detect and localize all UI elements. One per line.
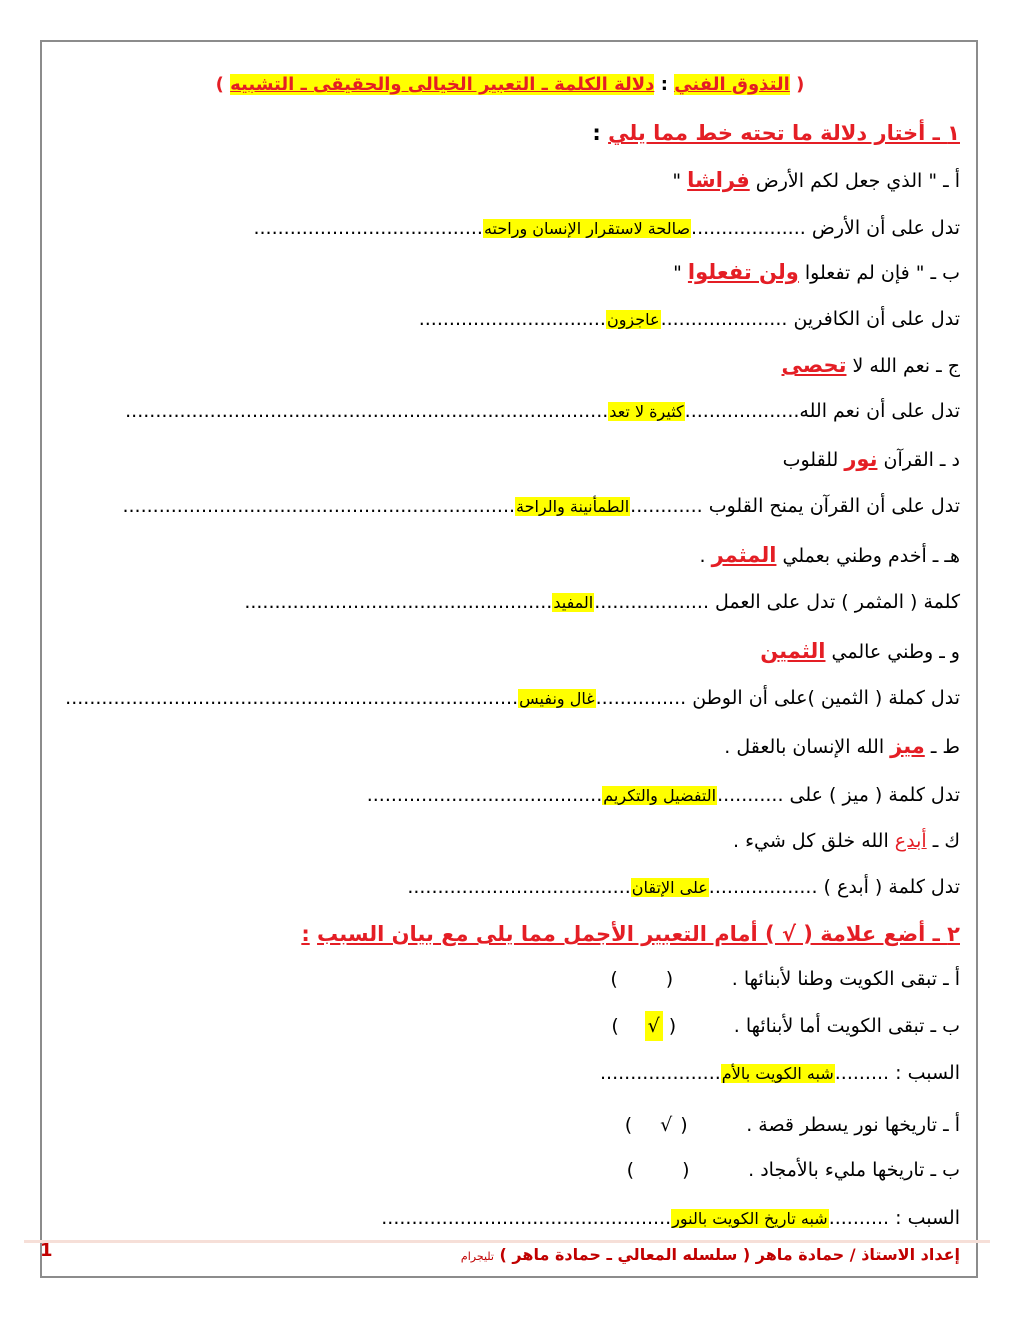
section1-heading: [592, 116, 960, 150]
answer-highlight: غال ونفيس: [519, 689, 595, 708]
question-text-end: للقلوب: [782, 449, 845, 471]
title-open-paren: (: [796, 74, 805, 95]
question-text-end: الله خلق كل شيء .: [733, 830, 895, 852]
answer-dots: ...........................................................................: [65, 687, 519, 709]
question-line: [724, 731, 960, 761]
section1-heading-colon: :: [592, 121, 601, 145]
choice-checkbox[interactable]: ( ): [610, 968, 674, 990]
footer: [461, 1242, 960, 1270]
choice-checkbox[interactable]: ( ): [626, 1159, 690, 1181]
answer-line: [122, 491, 960, 521]
underlined-keyword: ولن تفعلوا: [687, 260, 799, 284]
answer-dots: ............: [630, 495, 703, 517]
title-close-paren: ): [215, 74, 224, 95]
answer-dots: ...................................................: [244, 591, 553, 613]
question-text: هـ ـ أخدم وطني بعملي: [776, 545, 960, 567]
reason-line: [600, 1058, 960, 1088]
page-number: 1: [40, 1240, 53, 1261]
answer-line: [367, 780, 960, 810]
reason-highlight: شبه الكويت بالأم: [721, 1064, 834, 1083]
reason-label: السبب :: [895, 1207, 960, 1229]
reason-label: السبب :: [895, 1062, 960, 1084]
answer-line: [244, 587, 960, 617]
answer-prompt: تدل على أن القرآن يمنح القلوب: [702, 495, 960, 517]
title-main: التذوق الفني: [674, 74, 790, 95]
question-line: [733, 826, 960, 856]
section1-heading-text: ١ ـ أختار دلالة ما تحته خط مما يلي: [608, 121, 960, 145]
check-mark: √: [660, 1114, 673, 1136]
answer-dots: ...........: [717, 784, 784, 806]
title-topics: دلالة الكلمة ـ التعبير الخيالى والحقيقى ـ التشبيه: [230, 74, 655, 95]
underlined-keyword: الثمين: [760, 639, 826, 663]
question-text: ك ـ: [926, 830, 960, 852]
answer-dots: ..................: [708, 876, 818, 898]
question-text: أ ـ " الذي جعل لكم الأرض: [749, 170, 960, 192]
reason-dots: ..........: [828, 1207, 890, 1229]
answer-highlight: المفيد: [553, 593, 594, 612]
answer-dots: .....................................: [407, 876, 631, 898]
answer-dots: .......................................: [366, 784, 603, 806]
section2-heading-colon: :: [301, 922, 310, 946]
choice-checkbox[interactable]: ( √): [616, 1110, 696, 1140]
answer-prompt: تدل على أن الكافرين: [787, 308, 960, 330]
underlined-keyword: فراشا: [687, 168, 750, 192]
choice-option: [604, 1011, 960, 1041]
reason-dots: .........: [834, 1062, 890, 1084]
reason-highlight: شبه تاريخ الكويت بالنور: [672, 1209, 828, 1228]
reason-dots: ....................: [600, 1062, 721, 1084]
answer-prompt: تدل كلمة ( ميز ) على: [783, 784, 960, 806]
question-line: [672, 165, 960, 195]
question-text-end: الله الإنسان بالعقل .: [724, 736, 891, 758]
question-text: د ـ القرآن: [877, 449, 960, 471]
choice-text: أ ـ تبقى الكويت وطنا لأبنائها .: [731, 968, 960, 990]
choice-option: [602, 964, 960, 994]
question-text-end: ": [672, 170, 688, 192]
underlined-keyword: تحصى: [781, 353, 847, 377]
answer-line: [407, 872, 960, 902]
answer-dots: ................................................................................: [125, 400, 609, 422]
answer-dots: ...................: [691, 217, 806, 239]
reason-line: [381, 1203, 960, 1233]
choice-checkbox[interactable]: ( √): [604, 1011, 684, 1041]
question-text: و ـ وطني عالمي: [825, 641, 960, 663]
title-colon: :: [660, 74, 668, 95]
question-text-end: .: [699, 545, 712, 567]
footer-telegram: تليجرام: [460, 1250, 494, 1263]
answer-dots: .....................: [660, 308, 788, 330]
answer-dots: ...............: [595, 687, 687, 709]
answer-highlight: كثيرة لا تعد: [609, 402, 684, 421]
answer-dots: .................................................................: [122, 495, 516, 517]
answer-highlight: على الإتقان: [631, 878, 708, 897]
choice-text: ب ـ تاريخها مليء بالأمجاد .: [748, 1159, 960, 1181]
answer-line: [419, 304, 960, 334]
choice-option: [618, 1155, 960, 1185]
answer-line: [253, 213, 960, 243]
footer-credit: إعداد الاستاذ / حمادة ماهر ( سلسله المعالي ـ حمادة ماهر ): [499, 1245, 960, 1264]
answer-dots: ...................: [594, 591, 709, 613]
answer-dots: ...............................: [418, 308, 606, 330]
answer-dots: ......................................: [253, 217, 483, 239]
reason-dots: ................................................: [381, 1207, 672, 1229]
question-line: [699, 540, 960, 570]
answer-highlight: الطمأنينة والراحة: [516, 497, 630, 516]
answer-line: [125, 396, 960, 426]
question-text: ج ـ نعم الله لا: [846, 355, 960, 377]
question-line: [783, 444, 960, 474]
answer-line: [65, 683, 960, 713]
underlined-keyword: نور: [844, 447, 878, 471]
answer-prompt: تدل على أن الأرض: [805, 217, 960, 239]
check-mark: √: [645, 1011, 663, 1041]
answer-highlight: التفضيل والتكريم: [603, 786, 717, 805]
answer-prompt: تدل على أن نعم الله: [799, 400, 960, 422]
answer-prompt: كلمة ( المثمر ) تدل على العمل: [709, 591, 960, 613]
question-text-end: ": [673, 262, 688, 284]
answer-prompt: تدل كلمة ( أبدع ): [817, 876, 960, 898]
question-text: ب ـ " فإن لم تفعلوا: [798, 262, 960, 284]
page-title: [0, 70, 1020, 100]
question-line: [760, 636, 960, 666]
underlined-keyword: ميز: [890, 734, 925, 758]
answer-dots: ...................: [684, 400, 800, 422]
question-line: [782, 350, 960, 380]
choice-option: [616, 1110, 960, 1140]
question-line: [673, 257, 960, 287]
choice-text: ب ـ تبقى الكويت أما لأبنائها .: [733, 1015, 960, 1037]
underlined-keyword: أبدع: [894, 830, 927, 852]
underlined-keyword: المثمر: [711, 543, 777, 567]
answer-prompt: تدل كملة ( الثمين )على أن الوطن: [686, 687, 960, 709]
answer-highlight: عاجزون: [606, 310, 660, 329]
answer-highlight: صالحة لاستقرار الإنسان وراحته: [483, 219, 691, 238]
question-text: ط ـ: [924, 736, 960, 758]
choice-text: أ ـ تاريخها نور يسطر قصة .: [746, 1114, 960, 1136]
section2-heading-text: ٢ ـ أضع علامة ( √ ) أمام التعبير الأجمل مما يلى مع بيان السبب: [317, 922, 960, 946]
section2-heading: [301, 918, 960, 950]
